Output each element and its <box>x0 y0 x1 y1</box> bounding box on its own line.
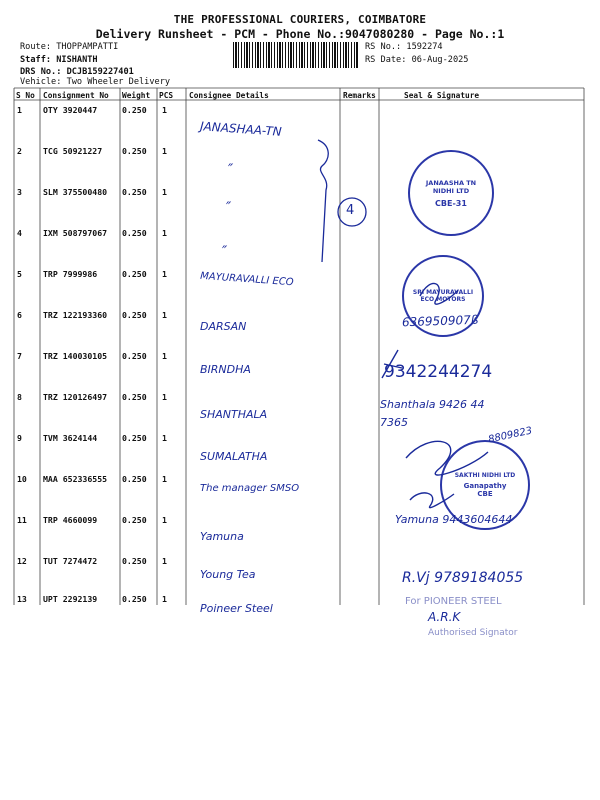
runsheet-subtitle: Delivery Runsheet - PCM - Phone No.:9047080280 - Page No.:1 <box>95 27 505 41</box>
row-sno: 7 <box>17 351 22 361</box>
row-weight: 0.250 <box>122 310 147 320</box>
staff-label: Staff: NISHANTH <box>20 55 98 65</box>
signature-row13: A.R.K <box>428 610 461 624</box>
row-consignment: TUT 7274472 <box>43 556 98 566</box>
drs-number: DRS No.: DCJB159227401 <box>20 67 134 77</box>
row-sno: 13 <box>17 594 27 604</box>
row-pcs: 1 <box>162 556 167 566</box>
row-consignee: ″ <box>222 244 228 260</box>
row-pcs: 1 <box>162 187 167 197</box>
row-sno: 3 <box>17 187 22 197</box>
pioneer-stamp-text: For PIONEER STEEL <box>405 596 502 607</box>
row-sno: 12 <box>17 556 27 566</box>
row-weight: 0.250 <box>122 392 147 402</box>
row-consignment: SLM 375500480 <box>43 187 108 197</box>
row-weight: 0.250 <box>122 474 147 484</box>
row-consignment: MAA 652336555 <box>43 474 108 484</box>
company-title: THE PROFESSIONAL COURIERS, COIMBATORE <box>173 13 427 26</box>
signature-row9: 8809823 <box>487 425 534 446</box>
row-pcs: 1 <box>162 515 167 525</box>
row-pcs: 1 <box>162 228 167 238</box>
row-consignee: SUMALATHA <box>200 450 268 463</box>
col-header-consignment: Consignment No <box>43 91 109 100</box>
row-weight: 0.250 <box>122 515 147 525</box>
row-consignee: Young Tea <box>200 568 256 581</box>
row-consignee: Poineer Steel <box>200 602 273 615</box>
col-header-sno: S No <box>16 91 35 100</box>
row-consignment: TRZ 120126497 <box>43 392 108 402</box>
row-pcs: 1 <box>162 433 167 443</box>
col-header-seal: Seal & Signature <box>404 91 480 100</box>
row-sno: 11 <box>17 515 27 525</box>
janaasha-stamp-center: CBE-31 <box>435 198 467 208</box>
row-pcs: 1 <box>162 269 167 279</box>
row-weight: 0.250 <box>122 187 147 197</box>
col-header-pcs: PCS <box>159 91 174 100</box>
row-pcs: 1 <box>162 474 167 484</box>
row-pcs: 1 <box>162 146 167 156</box>
row-consignee: Yamuna <box>200 530 244 543</box>
row-weight: 0.250 <box>122 146 147 156</box>
row-sno: 5 <box>17 269 22 279</box>
row-consignment: OTY 3920447 <box>43 105 98 115</box>
row-weight: 0.250 <box>122 269 147 279</box>
signature-row11: Yamuna 9443604644 <box>395 513 513 526</box>
row-consignee: ″ <box>228 162 234 178</box>
col-header-consignee: Consignee Details <box>189 91 269 100</box>
row-consignment: IXM 508797067 <box>43 228 108 238</box>
row-consignee: MAYURAVALLI ECO <box>199 270 294 289</box>
signature-row8: Shanthala 9426 44 7365 <box>380 398 485 429</box>
row-weight: 0.250 <box>122 433 147 443</box>
row-consignment: TRP 4660099 <box>43 515 98 525</box>
nidhi-stamp-place: Ganapathy <box>463 482 507 490</box>
row-weight: 0.250 <box>122 228 147 238</box>
row-sno: 2 <box>17 146 22 156</box>
row-sno: 1 <box>17 105 22 115</box>
row-sno: 8 <box>17 392 22 402</box>
row-sno: 10 <box>17 474 27 484</box>
vehicle-label: Vehicle: Two Wheeler Delivery <box>20 77 171 87</box>
row-weight: 0.250 <box>122 594 147 604</box>
row-sno: 4 <box>17 228 22 238</box>
signature-row7: 9342244274 <box>384 362 493 382</box>
row-consignment: TRZ 122193360 <box>43 310 108 320</box>
row-consignment: TRZ 140030105 <box>43 351 108 361</box>
row-pcs: 1 <box>162 594 167 604</box>
pioneer-stamp-sign: Authorised Signator <box>428 628 518 638</box>
row-consignment: TRP 7999986 <box>43 269 98 279</box>
row-pcs: 1 <box>162 392 167 402</box>
row-weight: 0.250 <box>122 351 147 361</box>
row-consignee: The manager SMSO <box>200 483 300 494</box>
row-consignment: TVM 3624144 <box>43 433 98 443</box>
col-header-remarks: Remarks <box>343 91 376 100</box>
signature-row12: R.Vj 9789184055 <box>402 570 524 586</box>
row-consignee: ″ <box>226 200 232 216</box>
nidhi-stamp-text: SAKTHI NIDHI LTD <box>454 472 516 479</box>
signature-row6: 636950907ß <box>401 312 479 330</box>
col-header-weight: Weight <box>122 91 151 100</box>
rs-date: RS Date: 06-Aug-2025 <box>365 55 469 65</box>
rs-number: RS No.: 1592274 <box>365 42 443 52</box>
row-consignee: BIRNDHA <box>200 363 251 376</box>
row-consignee: JANASHAA-TN <box>199 119 283 139</box>
row-weight: 0.250 <box>122 105 147 115</box>
row-sno: 9 <box>17 433 22 443</box>
route-label: Route: THOPPAMPATTI <box>20 42 119 52</box>
mayuravalli-stamp-text: SRI MAYURAVALLI ECO MOTORS <box>412 289 474 303</box>
row-consignee: SHANTHALA <box>200 408 268 421</box>
janaasha-stamp-text: JANAASHA TN NIDHI LTD <box>425 178 477 195</box>
row-consignee: DARSAN <box>200 320 247 333</box>
row-pcs: 1 <box>162 310 167 320</box>
row-sno: 6 <box>17 310 22 320</box>
row-pcs: 1 <box>162 105 167 115</box>
row-weight: 0.250 <box>122 556 147 566</box>
row-consignment: UPT 2292139 <box>43 594 98 604</box>
row-consignment: TCG 50921227 <box>43 146 103 156</box>
bracket-count: 4 <box>346 203 355 218</box>
row-pcs: 1 <box>162 351 167 361</box>
nidhi-stamp-cbe: CBE <box>477 490 493 498</box>
